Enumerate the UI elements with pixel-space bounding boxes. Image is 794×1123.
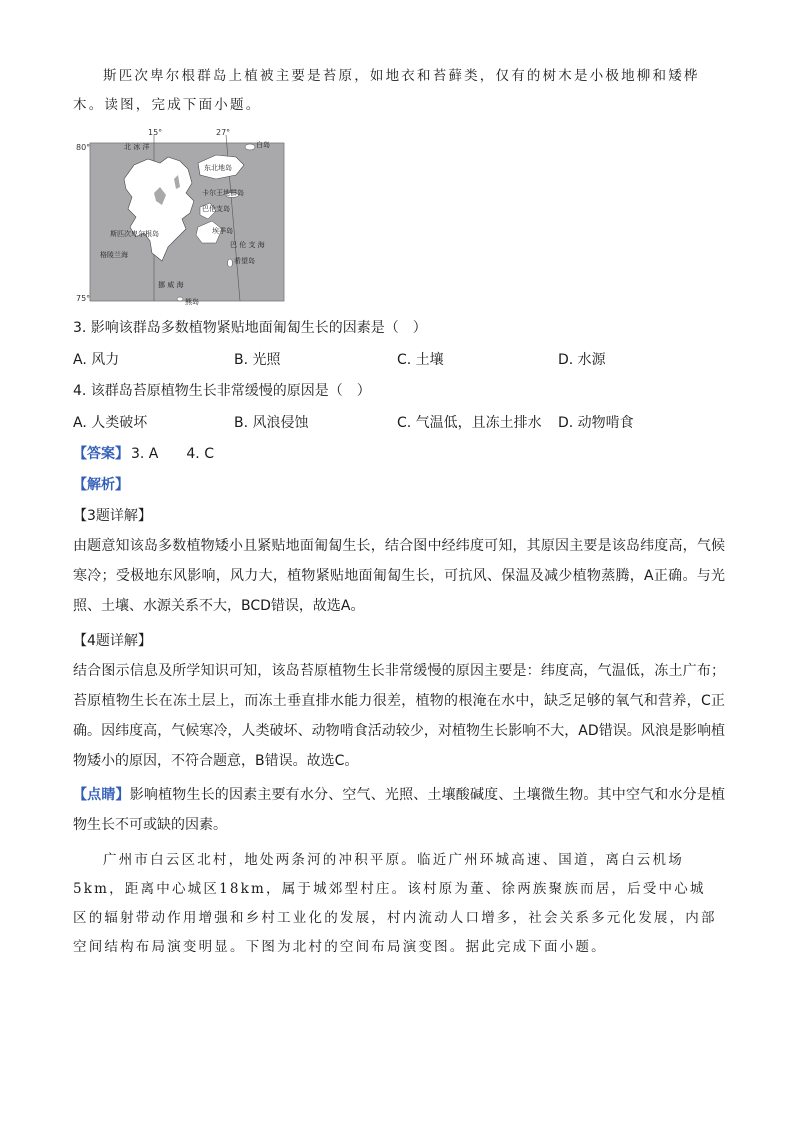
intro-text-2: 广州市白云区北村，地处两条河的冲积平原。临近广州环城高速、国道，离白云机场5km，距离中心城区18km，属于城郊型村庄。该村原为董、徐两族聚族而居，后受中心城区的辐射带动作用增强和乡村工业化的发展，村内流动人口增多，社会关系多元化发展，内部空间结构布局演变明显。下图为北村的空间布局演变图。据此完成下面小题。 bbox=[73, 852, 717, 955]
detail-4-heading: 【4题详解】 bbox=[73, 633, 152, 649]
detail-4-text: 结合图示信息及所学知识可知，该岛苔原植物生长非常缓慢的原因主要是：纬度高，气温低，冻土广布；苔原植物生长在冻土层上，而冻土垂直排水能力很差，植物的根淹在水中，缺乏足够的氧气和营养，C正确。因纬度高，气候寒冷，人类破坏、动物啃食活动较少，对植物生长影响不大，AD错误。风浪是影响植物矮小的原因，不符合题意，B错误。故选C。 bbox=[73, 663, 725, 769]
label-barents-island: 巴伦支岛 bbox=[202, 205, 230, 213]
detail-3-heading: 【3题详解】 bbox=[73, 508, 152, 524]
label-kong-karls-land: 卡尔王地群岛 bbox=[202, 189, 244, 197]
q4-option-d[interactable]: D. 动物啃食 bbox=[558, 415, 634, 431]
point-text: 影响植物生长的因素主要有水分、空气、光照、土壤酸碱度、土壤微生物。其中空气和水分是植物生长不可或缺的因素。 bbox=[73, 787, 726, 833]
map-sea bbox=[90, 143, 284, 301]
question-3-stem: 3. 影响该群岛多数植物紧贴地面匍匐生长的因素是（ ） bbox=[73, 320, 427, 336]
q4-option-a[interactable]: A. 人类破坏 bbox=[73, 415, 148, 431]
answer-line: 【答案】 3. A 4. C bbox=[73, 446, 214, 462]
q3-option-a[interactable]: A. 风力 bbox=[73, 352, 120, 368]
analysis-label: 解析 bbox=[87, 477, 115, 493]
q3-option-c[interactable]: C. 土壤 bbox=[397, 352, 444, 368]
intro-paragraph-1 bbox=[73, 62, 721, 120]
label-arctic-ocean: 北 冰 洋 bbox=[124, 143, 150, 151]
white-island bbox=[245, 144, 255, 150]
label-greenland-sea: 格陵兰海 bbox=[100, 251, 128, 259]
label-barents-sea: 巴 伦 支 海 bbox=[230, 241, 265, 249]
label-norwegian-sea: 挪 威 海 bbox=[158, 281, 184, 289]
svalbard-map bbox=[76, 128, 284, 306]
answer-4: 4. C bbox=[186, 446, 214, 462]
q4-option-c[interactable]: C. 气温低，且冻土排水 bbox=[397, 415, 542, 431]
label-bear-island: 熊岛 bbox=[185, 298, 199, 306]
detail-3-text: 由题意知该岛多数植物矮小且紧贴地面匍匐生长，结合图中经纬度可知，其原因主要是该岛纬度高，气候寒冷；受极地东风影响，风力大，植物紧贴地面匍匐生长，可抗风、保温及减少植物蒸腾，A正确。与光照、土壤、水源关系不大，BCD错误，故选A。 bbox=[73, 538, 725, 614]
q4-option-b[interactable]: B. 风浪侵蚀 bbox=[234, 415, 309, 431]
label-spitsbergen: 斯匹次卑尔根岛 bbox=[110, 230, 159, 238]
bear-island bbox=[177, 297, 183, 301]
label-nordaustlandet: 东北地岛 bbox=[204, 164, 232, 172]
lat-75-label: 75° bbox=[76, 294, 91, 303]
analysis-line: 【解析】 bbox=[73, 477, 129, 493]
lat-80-label: 80° bbox=[76, 143, 91, 152]
intro-paragraph-2 bbox=[73, 846, 721, 962]
question-4-stem: 4. 该群岛苔原植物生长非常缓慢的原因是（ ） bbox=[73, 383, 371, 399]
q3-option-d[interactable]: D. 水源 bbox=[558, 352, 606, 368]
point-label: 【点睛】 bbox=[73, 787, 130, 803]
label-edge-island: 埃季岛 bbox=[212, 227, 233, 235]
label-white-island: 白岛 bbox=[256, 141, 270, 149]
answer-3: 3. A bbox=[131, 446, 159, 462]
hope-island bbox=[228, 259, 233, 267]
lon-27-label: 27° bbox=[216, 128, 231, 137]
point-paragraph bbox=[73, 780, 725, 840]
label-hope-island: 希望岛 bbox=[234, 257, 255, 265]
answer-label: 答案 bbox=[87, 446, 115, 462]
intro-text-1: 斯匹次卑尔根群岛上植被主要是苔原，如地衣和苔藓类，仅有的树木是小极地柳和矮桦木。读图，完成下面小题。 bbox=[73, 68, 700, 113]
lon-15-label: 15° bbox=[148, 128, 163, 137]
q3-option-b[interactable]: B. 光照 bbox=[234, 352, 281, 368]
